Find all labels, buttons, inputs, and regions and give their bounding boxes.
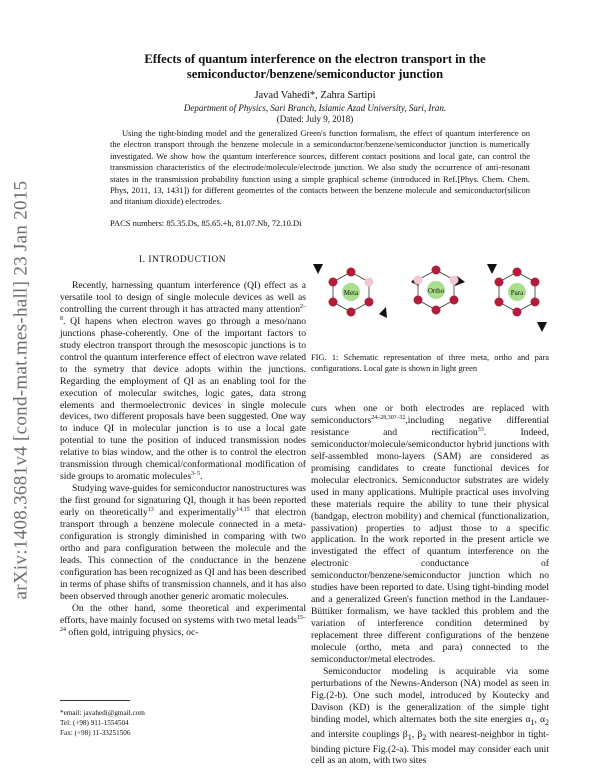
figure-1 xyxy=(311,262,549,342)
meta-electrode-left xyxy=(313,264,323,274)
para-electrode-left xyxy=(487,264,497,274)
authors: Javad Vahedi*, Zahra Sartipi xyxy=(254,90,376,101)
section-title-introduction: I. INTRODUCTION xyxy=(138,255,227,265)
intro-paragraph-4: Semiconductor modeling is acquirable via some perturbations of the Newns-Anderson (NA) model as seen in Fig.(2-b). One such model, introduced by Koutecky and Davison (KD) is the generalization of the simple tight binding model, which alternates both the site energies $\alpha_1$, $\alpha_2$ and intersite couplings $\beta_1$, $\beta_2$ with nearest-neighbor in tight-binding picture Fig.(2-a). This model may consider each unit cell as an atom, with two sites xyxy=(311,665,549,767)
pacs-numbers: PACS numbers: 85.35.Ds, 85.65.+h, 81.07.Nb, 72.10.Di xyxy=(110,218,302,228)
meta-electrode-right xyxy=(379,307,387,318)
intro-paragraph-3: On the other hand, some theoretical and experimental efforts, have mainly focused on systems with two metal leads$^{15-24}$ often gold, intriguing physics, oc- xyxy=(60,602,306,638)
footnote-email: *email: javahedi@gmail.com xyxy=(60,709,145,717)
arxiv-stamp xyxy=(0,20,42,760)
dated: (Dated: July 9, 2018) xyxy=(276,114,354,124)
meta-configuration xyxy=(313,264,387,318)
intro-left-column xyxy=(60,280,306,639)
paper-title: Effects of quantum interference on the electron transport in the semiconductor/benzene/semiconductor junction xyxy=(144,52,486,81)
abstract: Using the tight-binding model and the generalized Green's function formalism, the effect of quantum interference on the electron transport through the benzene molecule in a semiconductor/benzene/semiconductor junction is numerically investigated. We show how the quantum interference sources, different contact positions and local gate, can control the transmission characteristics of the electrode/molecule/electrode junction. We also study the occurrence of anti-resonant states in the transmission probability function using a simple graphical scheme (introduced in Ref.[Phys. Chem. Chem. Phys, 2011, 13, 1431]) for different geometries of the contacts between the benzene molecule and semiconductor(silicon and titanium dioxide) electrodes. xyxy=(110,128,530,207)
intro-right-column xyxy=(311,403,549,767)
intro-paragraph-2: Studying wave-guides for semiconductor nanostructures was the first ground for signaturing QI, though it has been reported early on theoretically$^{13}$ and experimentally$^{14,15}$ that electron transport through a benzene molecule connected in a meta-configuration is strongly diminished in comparing with two ortho and para configuration between the molecule and the leads. This connection of the conductance in the benzene configuration has been recognized as QI and has been described in terms of phase shifts of transmission channels, and it has also been observed through another generic aromatic molecules. xyxy=(60,483,306,602)
intro-paragraph-1: Recently, harnessing quantum interference (QI) effect as a versatile tool to design of single molecule devices as well as controlling the current through it has attracted many attention$^{2-8}$. QI hapens when electron waves go through a meso/nano junctions phase-coherently. One of the important factors to study electron transport through the mesoscopic junctions is to control the quantum interference effect of electron wave related to the symetry that device adopts within the junctions. Regarding the employment of QI as an enabling tool for the execution of molecular switches, logic gates, data strong elements and thermoelectronic devices in single molecule devices, two different proposals have been suggested. One way to induce QI in molecular junction is to use a local gate potential to tune the position of induced transmission nodes relative to bias window, and the other is to control the electron transmission through chemical/conformational modification of side groups to aromatic molecules$^{3-5}$. xyxy=(60,280,306,483)
ortho-configuration xyxy=(411,266,465,315)
footnote-rule xyxy=(60,700,130,701)
arxiv-id-text: arXiv:1408.3681v4 [cond-mat.mes-hall] 23 Jan 2015 xyxy=(10,180,31,600)
affiliation: Department of Physics, Sari Branch, Islamic Azad University, Sari, Iran. xyxy=(183,103,447,113)
footnote-fax: Fax: (+98) 11-33251506 xyxy=(60,729,131,737)
para-electrode-right xyxy=(537,322,547,332)
intro-paragraph-3-continued: curs when one or both electrodes are replaced with semiconductors$^{24-28,30?-32}$,including negative differential resistance and rectification$^{33}$. Indeed, semiconductor/molecule/semiconductor hybrid junctions with self-assembled mono-layers (SAM) are considered as promising candidates to create functional devices for molecular electronics. Semiconductor substrates are widely used in many applications. Multiple practical uses involving these materials require the ability to tune their physical (bandgap, electron mobility) and chemical (functionalization, passivation) properties to adjust those to a specific application. In the work reported in the present article we investigated the effect of quantum interference on the electronic conductance of semiconductor/benzene/semiconductor junction which no studies have been reported to date. Using tight-binding model and a generalized Green's function method in the Landauer-Büttiker formalism, we have tackled this problem and the variation of interference condition determined by replacement three different configurations of the benzene molecule (ortho, meta and para) connected to the semiconductor/metal electrodes. xyxy=(311,403,549,666)
footnotes xyxy=(60,708,300,738)
figure-1-caption: FIG. 1: Schematic representation of three meta, ortho and para configurations. Local gate is shown in light green xyxy=(311,353,549,373)
para-label: Para xyxy=(510,289,524,297)
footnote-tel: Tel: (+98) 911-1554504 xyxy=(60,719,129,727)
meta-label: Meta xyxy=(343,289,359,297)
para-configuration xyxy=(487,264,547,332)
ortho-label: Ortho xyxy=(427,287,445,295)
